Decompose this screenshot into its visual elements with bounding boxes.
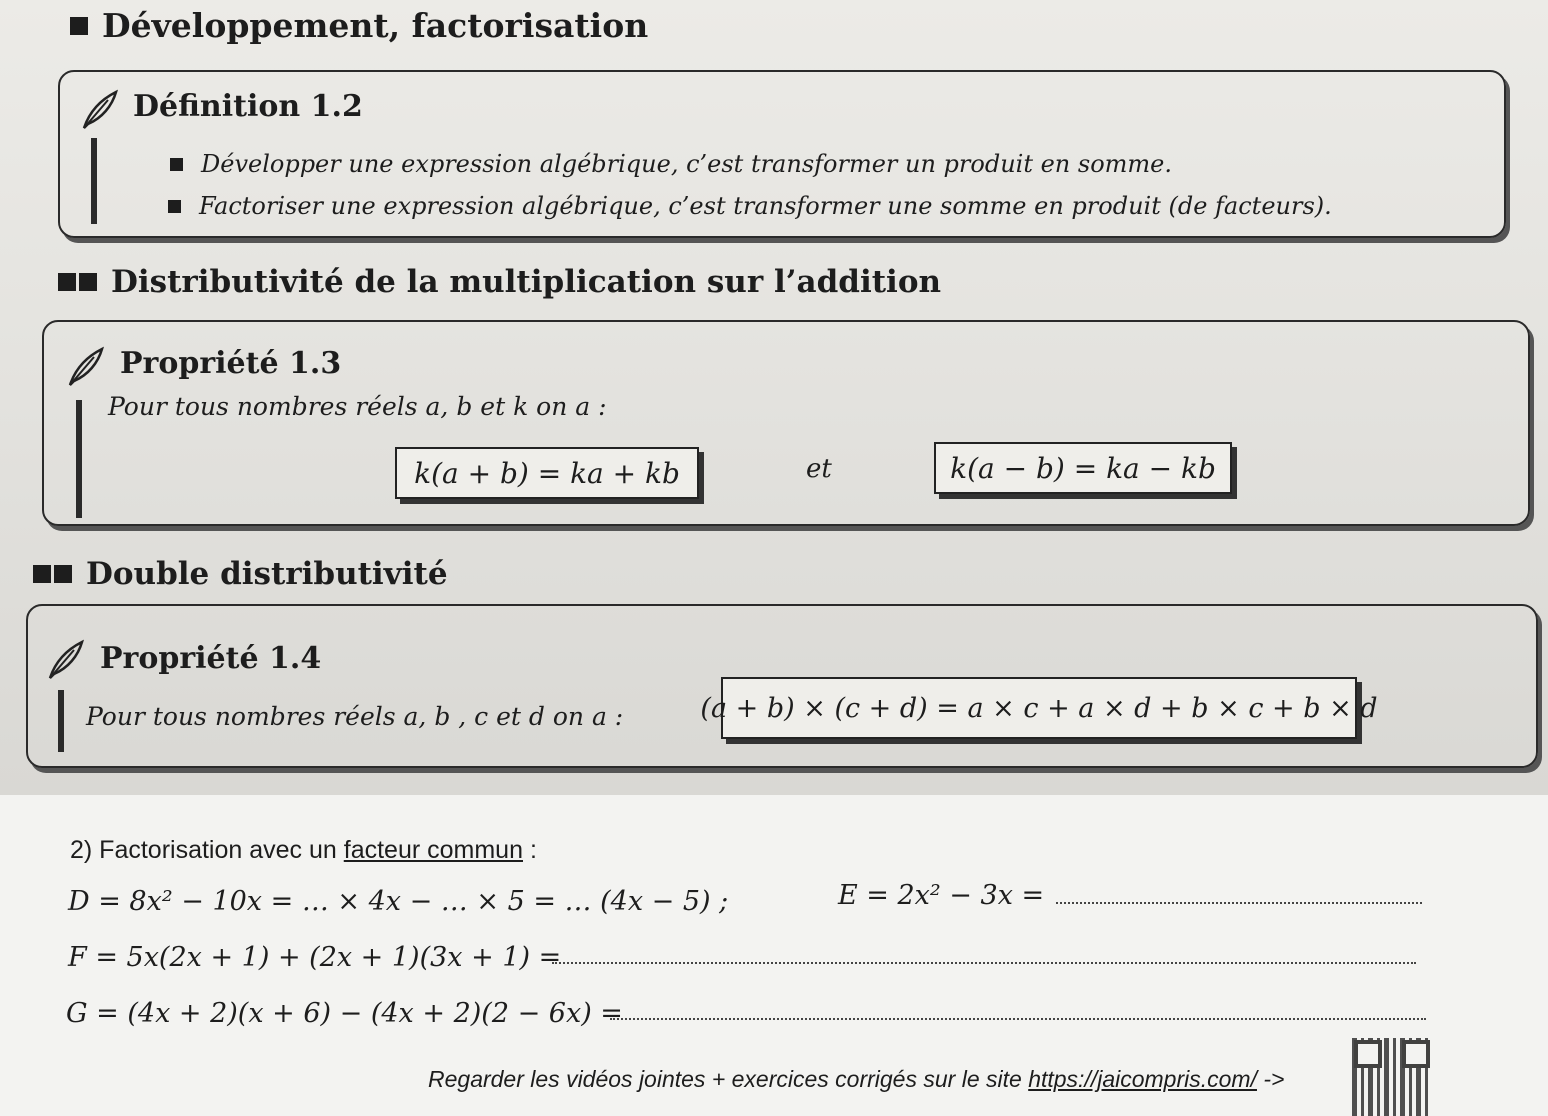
definition-item-text: Développer une expression algébrique, c’est transformer un produit en somme.	[201, 150, 1173, 178]
et-conjunction: et	[806, 454, 832, 484]
property-1-4-title: Propriété 1.4	[100, 641, 322, 676]
section-title-distrib	[58, 264, 941, 300]
section-title-text: Double distributivité	[86, 556, 448, 592]
expression-G: G = (4x + 2)(x + 6) − (4x + 2)(2 − 6x) =	[66, 998, 623, 1029]
expression-E: E = 2x² − 3x =	[838, 880, 1045, 911]
footer-message: Regarder les vidéos jointes + exercices corrigés sur le site	[428, 1066, 1029, 1092]
property-1-3-side-bar	[76, 400, 82, 518]
section-title-text: Développement, factorisation	[102, 6, 649, 45]
answer-line-E[interactable]	[1056, 902, 1422, 904]
qr-code-icon[interactable]	[1352, 1038, 1432, 1116]
exercise-heading-keyword: facteur commun	[343, 836, 523, 864]
expression-D: D = 8x² − 10x = … × 4x − … × 5 = … (4x − 5) ;	[68, 886, 729, 917]
exercise-heading-suffix: :	[523, 836, 537, 864]
definition-side-bar	[91, 138, 97, 224]
square-bullet-icon	[70, 17, 88, 35]
website-link[interactable]: https://jaicompris.com/	[1028, 1066, 1257, 1092]
definition-item-develop	[170, 150, 1172, 178]
definition-item-factorise	[168, 192, 1332, 220]
section-title-dev-fact	[70, 6, 648, 45]
answer-line-G[interactable]	[610, 1018, 1426, 1020]
expression-F: F = 5x(2x + 1) + (2x + 1)(3x + 1) =	[68, 942, 562, 973]
exercise-heading	[70, 836, 537, 865]
arrow-text: ->	[1256, 1066, 1285, 1092]
formula-distributivity-difference: k(a − b) = ka − kb	[934, 442, 1232, 494]
property-1-3-text: Pour tous nombres réels a, b et k on a :	[108, 392, 607, 421]
definition-title: Définition 1.2	[133, 89, 363, 124]
double-square-bullet-icon	[58, 273, 97, 291]
exercise-heading-prefix: 2) Factorisation avec un	[70, 836, 344, 864]
section-title-text: Distributivité de la multiplication sur l’addition	[111, 264, 942, 300]
definition-item-text: Factoriser une expression algébrique, c’est transformer une somme en produit (de facteurs).	[199, 192, 1332, 220]
section-title-double	[33, 556, 448, 592]
property-1-4-text: Pour tous nombres réels a, b , c et d on a :	[86, 702, 624, 731]
answer-line-F[interactable]	[552, 962, 1416, 964]
footer-text	[428, 1066, 1284, 1093]
property-1-3-title: Propriété 1.3	[120, 346, 342, 381]
feather-icon	[78, 88, 122, 132]
double-square-bullet-icon	[33, 565, 72, 583]
property-1-4-side-bar	[58, 690, 64, 752]
formula-double-distributivity: (a + b) × (c + d) = a × c + a × d + b × c + b × d	[721, 677, 1357, 739]
square-bullet-icon	[170, 158, 183, 171]
feather-icon	[44, 638, 88, 682]
formula-distributivity-sum: k(a + b) = ka + kb	[395, 447, 699, 499]
square-bullet-icon	[168, 200, 181, 213]
feather-icon	[64, 345, 108, 389]
